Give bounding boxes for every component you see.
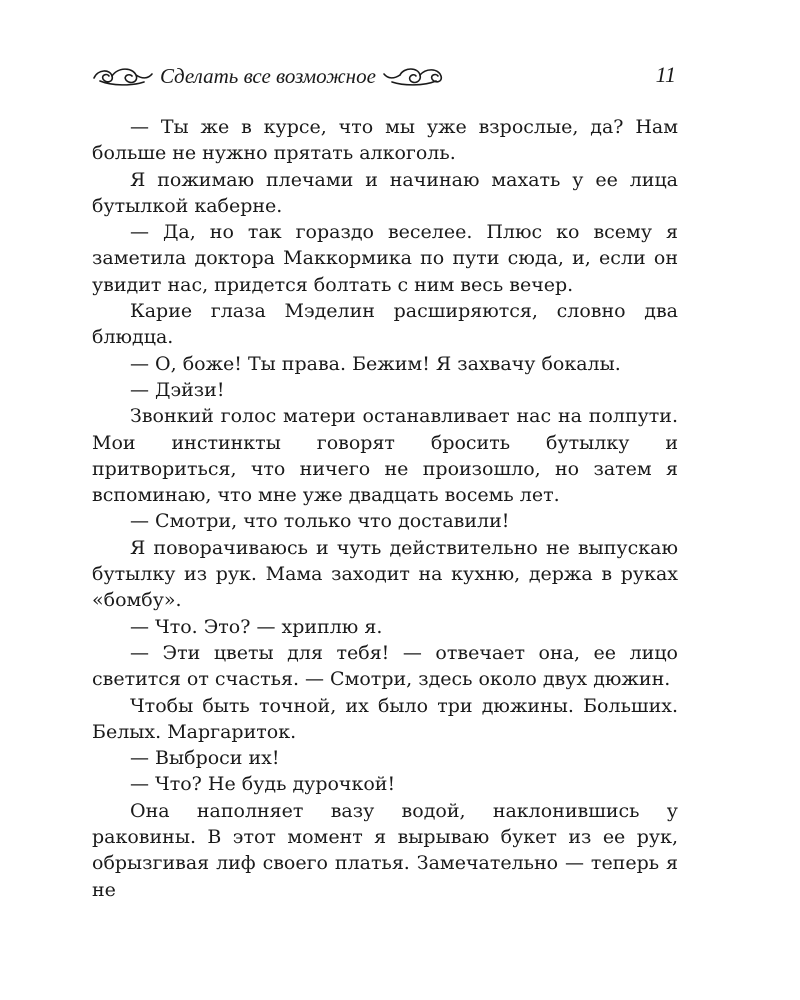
paragraph: — Дэйзи! xyxy=(130,378,225,401)
paragraph: Чтобы быть точной, их было три дюжины. Больших. Белых. Маргариток. xyxy=(92,694,678,743)
body-text xyxy=(92,114,678,903)
paragraph: Я поворачиваюсь и чуть действительно не выпускаю бутылку из рук. Мама заходит на кухню, держа в руках «бомбу». xyxy=(92,536,678,612)
right-swirl-ornament-icon xyxy=(382,65,444,87)
paragraph: — Ты же в курсе, что мы уже взрослые, да? Нам больше не нужно прятать алкоголь. xyxy=(92,116,678,165)
paragraph: — Эти цветы для тебя! — отвечает она, ее лицо светится от счастья. — Смотри, здесь около двух дюжин. xyxy=(92,641,678,691)
paragraph: — Что. Это? — хриплю я. xyxy=(130,615,383,638)
paragraph: — Да, но так гораздо веселее. Плюс ко всему я заметила доктора Маккормика по пути сюда, и, если он увидит нас, придется болтать с ним весь вечер. xyxy=(92,221,678,296)
paragraph: Она наполняет вазу водой, наклонившись у раковины. В этот момент я вырываю букет из ее рук, обрызгивая лиф своего платья. Замечательно — теперь я не xyxy=(92,799,678,901)
paragraph: Карие глаза Мэделин расширяются, словно два блюдца. xyxy=(92,300,678,349)
running-header xyxy=(92,58,678,94)
paragraph: — Что? Не будь дурочкой! xyxy=(130,773,396,796)
paragraph: — О, боже! Ты права. Бежим! Я захвачу бокалы. xyxy=(130,352,621,375)
paragraph: Звонкий голос матери останавливает нас на полпути. Мои инстинкты говорят бросить бутылку и притвориться, что ничего не произошло, но затем я вспоминаю, что мне уже двадцать восемь лет. xyxy=(92,405,678,507)
book-title: Сделать все возможное xyxy=(160,63,376,88)
book-page xyxy=(92,58,678,903)
page-number: 11 xyxy=(655,62,676,87)
paragraph: — Выброси их! xyxy=(130,747,280,770)
paragraph: Я пожимаю плечами и начинаю махать у ее лица бутылкой каберне. xyxy=(92,168,678,217)
paragraph: — Смотри, что только что доставили! xyxy=(130,510,510,533)
left-swirl-ornament-icon xyxy=(92,65,154,87)
